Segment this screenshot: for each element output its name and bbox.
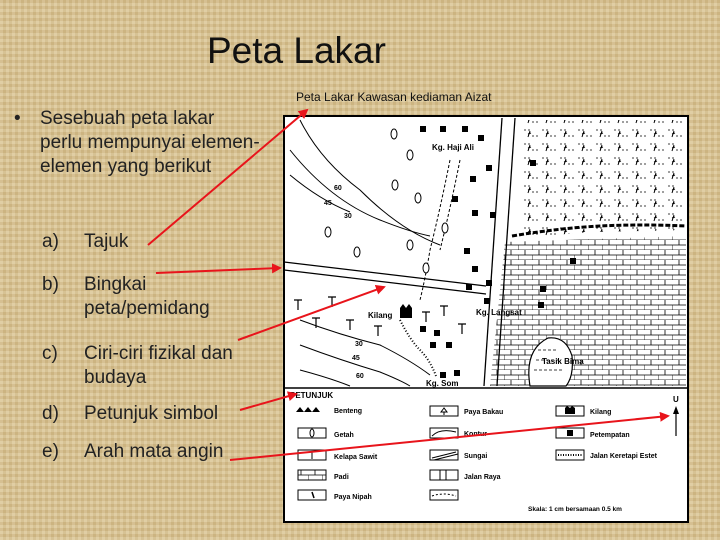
svg-text:Kontur: Kontur [464,431,487,438]
scale-text: Skala: 1 cm bersamaan 0.5 km [528,506,622,513]
legend-title: PETUNJUK [290,391,334,400]
svg-text:Paya Nipah: Paya Nipah [334,494,372,501]
label-contour-45b: 45 [352,355,360,362]
label-haji-ali: Kg. Haji Ali [432,143,474,152]
list-text: Arah mata angin [84,441,224,462]
list-letter: e) [42,441,59,462]
label-contour-45: 45 [324,200,332,207]
map-caption: Peta Lakar Kawasan kediaman Aizat [296,90,492,104]
svg-text:Jalan Raya: Jalan Raya [464,474,501,481]
label-som: Kg. Som [426,379,459,388]
intro-text: Sesebuah peta lakar perlu mempunyai elemen-elemen yang berikut [40,108,260,177]
list-text: Bingkai peta/pemidang [84,274,210,319]
list-letter: b) [42,274,59,295]
label-contour-60b: 60 [356,373,364,380]
svg-text:Paya Bakau: Paya Bakau [464,409,504,416]
svg-text:Sungai: Sungai [464,453,488,460]
slide-title: Peta Lakar [207,30,386,71]
list-text: Tajuk [84,231,129,252]
list-text: Petunjuk simbol [84,403,219,424]
label-contour-30a: 30 [344,213,352,220]
north-label: U [673,395,679,404]
arrow-bingkai [156,268,280,273]
list-letter: a) [42,231,59,252]
legend-blank [430,490,458,500]
paya-nipah-area [520,120,686,238]
svg-text:Petempatan: Petempatan [590,432,630,439]
label-langsat: Kg. Langsat [476,308,522,317]
bullet-dot: • [14,108,21,129]
label-contour-30b: 30 [355,341,363,348]
list-letter: d) [42,403,59,424]
label-tasik: Tasik Bima [542,357,584,366]
svg-text:Kelapa Sawit: Kelapa Sawit [334,454,378,461]
list-text: Ciri-ciri fizikal dan budaya [84,343,233,388]
list-letter: c) [42,343,58,364]
svg-text:Jalan Keretapi Estet: Jalan Keretapi Estet [590,453,657,460]
svg-text:Getah: Getah [334,432,354,439]
svg-text:Kilang: Kilang [590,409,612,416]
label-contour-60: 60 [334,185,342,192]
svg-text:Benteng: Benteng [334,408,362,415]
svg-text:Padi: Padi [334,474,349,481]
label-kilang: Kilang [368,311,393,320]
